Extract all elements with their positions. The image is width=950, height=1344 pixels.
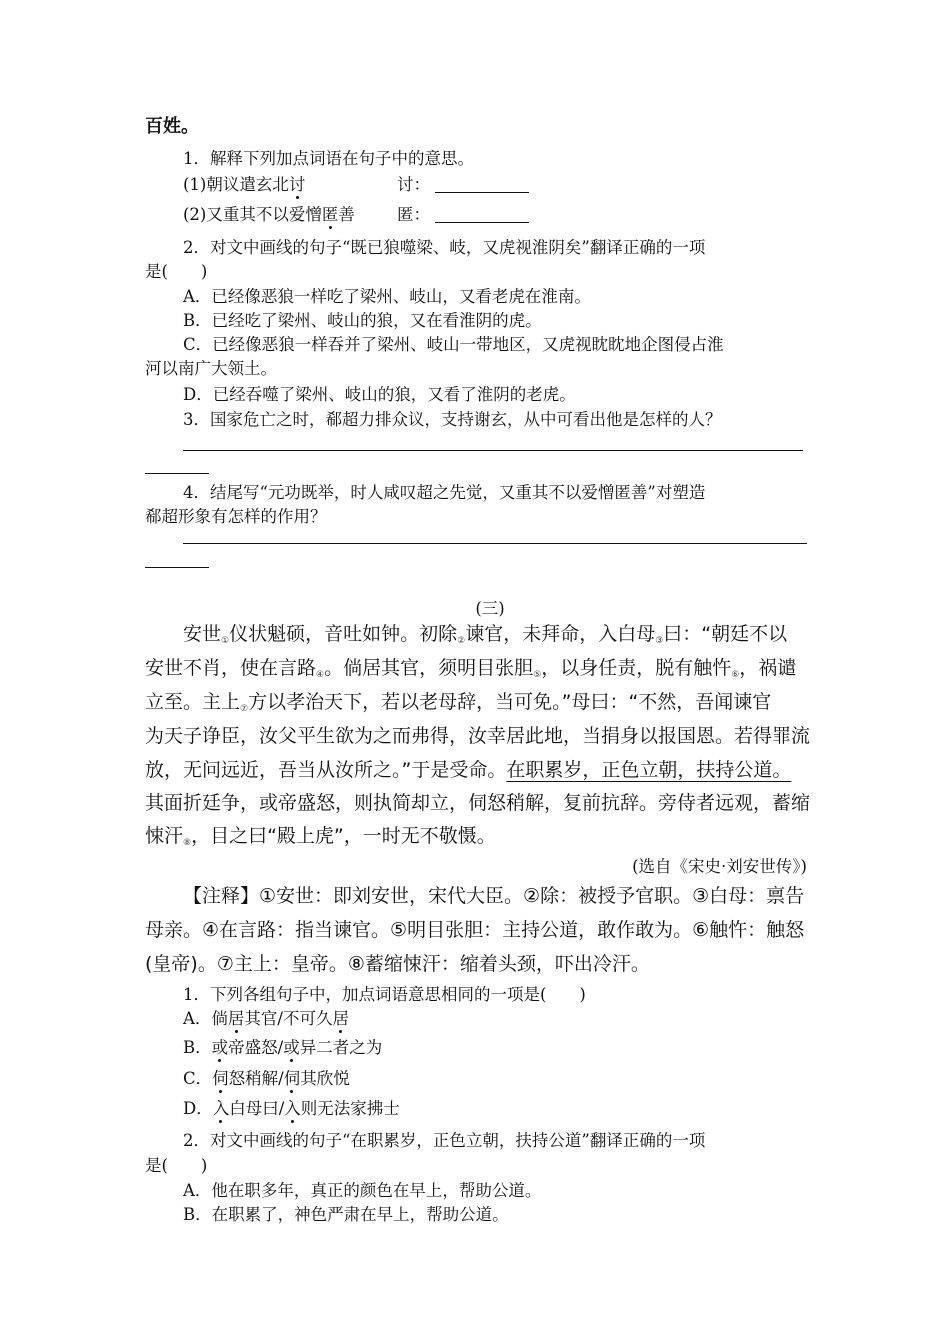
dotted-word: 入 [284,1099,301,1118]
answer-line[interactable] [145,567,209,568]
footnote-marker: ① [221,636,230,646]
dotted-word: 讨 [288,175,306,194]
answer-line[interactable] [183,450,803,451]
question-2-stem: 2．对文中画线的句子“既已狼噬梁、岐，又虎视淮阴矣”翻译正确的一项 [183,238,706,257]
answer-label: 讨： [397,175,430,194]
footnote-marker: ④ [316,670,325,680]
passage-line-7: 悚汗$_⑧$，目之曰“殿上虎”，一时无不敬慑。 [145,825,496,848]
option-b: B．已经吃了梁州、岐山的狼，又在看淮阴的虎。 [183,311,542,330]
option-a: A．倘居其官/不可久居 [183,1009,349,1028]
option-b: B．在职累了，神色严肃在早上，帮助公道。 [183,1205,509,1224]
option-c: C．已经像恶狼一样吞并了梁州、岐山一带地区，又虎视眈眈地企图侵占淮 [183,335,724,354]
footnote-marker: ⑧ [183,838,192,848]
question-3-stem: 3．国家危亡之时，郗超力排众议，支持谢玄，从中可看出他是怎样的人？ [183,410,722,429]
dotted-word: 伺 [283,1069,301,1088]
question-2-stem: 2．对文中画线的句子“在职累岁，正色立朝，扶持公道”翻译正确的一项 [183,1131,706,1150]
answer-line[interactable] [145,473,209,474]
answer-blank[interactable] [435,206,529,223]
dotted-word: 居 [227,1009,245,1028]
answer-line[interactable] [183,543,807,544]
notes-heading: 【注释】 [183,885,260,907]
footnote-marker: ② [457,636,466,646]
underlined-sentence: 在职累岁，正色立朝，扶持公道。 [506,759,792,781]
question-1-item-1: (1)朝议遣玄北讨 讨： [183,174,815,196]
option-c: C．伺怒稍解/伺其欣悦 [183,1069,350,1088]
footnote-marker: ⑥ [731,670,740,680]
notes-line-3: (皇帝)。⑦主上：皇帝。⑧蓄缩悚汗：缩着头颈，吓出冷汗。 [145,953,650,975]
notes-line-2: 母亲。④在言路：指当谏官。⑤明目张胆：主持公道，敢作敢为。⑥触忤：触怒 [145,919,805,941]
question-4-stem-cont: 郗超形象有怎样的作用？ [145,507,327,526]
section-heading: (三) [475,599,505,618]
dotted-word: 居 [332,1009,349,1028]
dotted-word: 或 [283,1038,300,1057]
passage-line-1: 安世$_①$仪状魁硕，音吐如钟。初除$_②$谏官，未拜命，入白母$_③$曰：“朝廷不以 [183,623,788,646]
answer-label: 匿： [397,205,430,224]
dotted-word: 匿 [321,205,339,224]
passage-line-4: 为天子诤臣，汝父平生欲为之而弗得，汝幸居此地，当捐身以报国恩。若得罪流 [145,725,811,747]
dotted-word: 伺 [212,1069,229,1088]
dotted-word: 或 [211,1038,229,1057]
dotted-word: 入 [212,1099,230,1118]
passage-line-5: 放，无问远近，吾当从汝所之。”于是受命。在职累岁，正色立朝，扶持公道。 [145,759,792,781]
option-d: D．已经吞噬了梁州、岐山的狼，又看了淮阴的老虎。 [183,385,576,404]
passage-line-6: 其面折廷争，或帝盛怒，则执简却立，伺怒稍解，复前抗辞。旁侍者远观，蓄缩 [145,792,811,814]
answer-blank[interactable] [435,176,529,193]
question-1-stem: 1．解释下列加点词语在句子中的意思。 [183,149,474,168]
passage-end-text: 百姓。 [145,116,199,137]
notes-line-1: 【注释】①安世：即刘安世，宋代大臣。②除：被授予官职。③白母：禀告 [183,885,805,907]
question-1-item-2: (2)又重其不以爱憎匿善 匿： [183,204,815,226]
footnote-marker: ⑤ [533,670,542,680]
passage-line-2: 安世不肖，使在言路$_④$。倘居其官，须明目张胆$_⑤$，以身任责，脱有触忤$_⑥$，祸谴 [145,657,797,680]
option-a: A．已经像恶狼一样吃了梁州、岐山，又看老虎在淮南。 [183,287,591,306]
passage-line-3: 立至。主上$_⑦$方以孝治天下，若以老母辞，当可免。”母曰：“不然，吾闻谏官 [145,691,772,714]
option-c-cont: 河以南广大领土。 [145,359,277,378]
question-4-stem: 4．结尾写“元功既举，时人咸叹超之先觉，又重其不以爱憎匿善”对塑造 [183,483,706,502]
footnote-marker: ③ [655,636,664,646]
option-d: D．入白母曰/入则无法家拂士 [183,1099,400,1118]
question-1-stem: 1．下列各组句子中，加点词语意思相同的一项是( ) [183,985,586,1004]
option-a: A．他在职多年，真正的颜色在早上，帮助公道。 [183,1181,542,1200]
option-b: B．或帝盛怒/或异二者之为 [183,1038,383,1057]
source-citation: (选自《宋史·刘安世传》) [632,857,807,876]
question-2-stem-cont: 是( ) [145,1156,208,1175]
question-2-stem-cont: 是( ) [145,262,208,281]
footnote-marker: ⑦ [240,704,249,714]
